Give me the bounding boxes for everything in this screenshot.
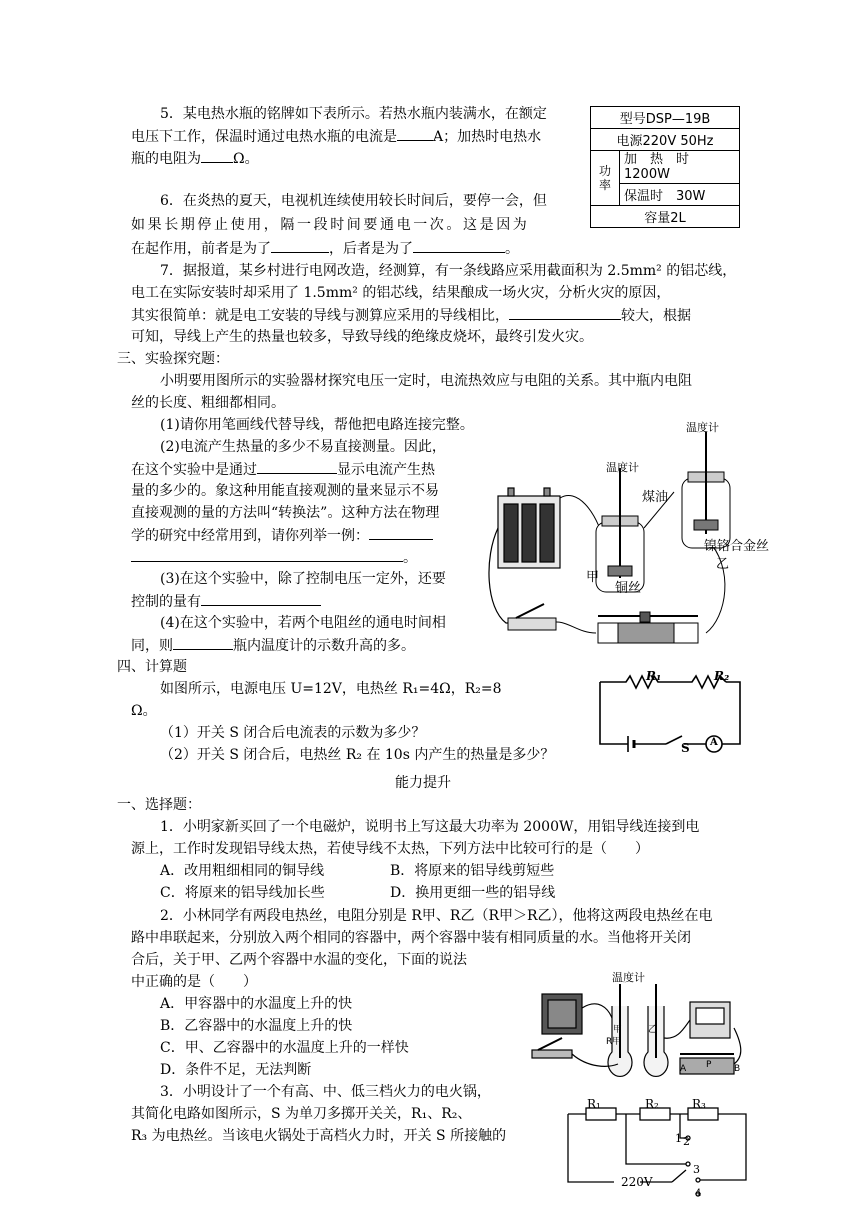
a-terminal-label: A (680, 1064, 687, 1074)
p-terminal-label: P (706, 1060, 712, 1070)
q5-line2 (131, 126, 541, 147)
section3-p3b-text: 控制的量有 (131, 594, 201, 610)
nameplate-power-supply: 电源220V 50Hz (591, 129, 740, 151)
contact-3-label: 3 (693, 1163, 700, 1176)
nameplate-heat-value: 1200W (624, 167, 670, 182)
answer-blank[interactable] (369, 525, 433, 540)
answer-blank[interactable] (509, 305, 621, 320)
section3-p2e-text: 学的研究中经常用到，请你列举一例： (131, 528, 369, 544)
q5-line3-text: 瓶的电阻为 (131, 151, 201, 167)
ability-q1-option-d[interactable]: D．换用更细一些的铝导线 (390, 885, 556, 901)
thermometer-label-left: 温度计 (606, 461, 639, 474)
q5-line2-text: 电压下工作，保温时通过电热水瓶的电流是 (131, 129, 397, 145)
q7-line3-text: 其实很简单：就是电工安装的导线与测算应采用的导线相比， (131, 308, 509, 324)
ability-q1-option-c[interactable]: C．将原来的铝导线加长些 (160, 885, 325, 901)
experiment-apparatus-figure (486, 418, 768, 654)
ability-q1-option-b[interactable]: B．将原来的铝导线剪短些 (390, 863, 555, 879)
nameplate-capacity: 容量2L (591, 206, 740, 228)
ability-q3-line3: R₃ 为电热丝。当该电火锅处于高档火力时，开关 S 所接触的 (131, 1128, 507, 1144)
q5-line3-unit: Ω。 (233, 151, 259, 167)
section3-heading: 三、实验探究题： (117, 351, 229, 367)
yi-label: 乙 (648, 1025, 658, 1035)
section4-intro1: 如图所示，电源电压 U=12V，电热丝 R₁=4Ω，R₂=8 (160, 681, 502, 697)
section3-p4b-text-b: 瓶内温度计的示数升高的多。 (233, 638, 415, 654)
bottle-yi-icon (682, 432, 730, 548)
nameplate-heat-label: 加 热 时 (624, 152, 690, 167)
section3-p3b (131, 591, 321, 612)
q7-line3-text-b: 较大，根据 (621, 308, 691, 324)
section3-p2e (131, 525, 433, 546)
section3-p4a: (4)在这个实验中，若两个电阻丝的通电时间相 (160, 615, 446, 631)
thermometer-label: 温度计 (612, 971, 645, 984)
answer-blank[interactable] (173, 635, 233, 650)
ability-q2-line1: 2．小林同学有两段电热丝，电阻分别是 R甲、R乙（R甲＞R乙），他将这两段电热丝在电 (160, 908, 713, 924)
ability-q2-option-a[interactable]: A．甲容器中的水温度上升的快 (160, 996, 353, 1012)
nameplate-heat (620, 151, 740, 184)
contact-4-label: 4 (695, 1188, 702, 1199)
section4-heading: 四、计算题 (117, 659, 187, 675)
ability-heading: 一、选择题： (117, 797, 201, 813)
thermometer-label-right: 温度计 (686, 421, 719, 434)
ability-q2-line2: 路中串联起来，分别放入两个相同的容器中，两个容器中装有相同质量的水。当他将开关闭 (131, 930, 691, 946)
nameplate-power-label: 功率 (591, 151, 620, 206)
ability-q2-line3: 合后，关于甲、乙两个容器中水温的变化，下面的说法 (131, 952, 467, 968)
section3-p4b-text: 同，则 (131, 638, 173, 654)
answer-blank[interactable] (201, 591, 321, 606)
answer-blank[interactable] (257, 459, 337, 474)
answer-blank[interactable] (131, 547, 403, 562)
ability-q1-line2: 源上，工作时发现铝导线太热，若使导线不太热，下列方法中比较可行的是（ ） (131, 841, 649, 857)
rheostat-icon (598, 612, 698, 643)
r3-label: R₃ (692, 1097, 706, 1111)
jia-label: 甲 (586, 570, 600, 585)
switch-icon (532, 1038, 572, 1058)
section4-q2: （2）开关 S 闭合后，电热丝 R₂ 在 10s 内产生的热量是多少？ (160, 747, 555, 763)
voltage-label: 220V (621, 1175, 653, 1189)
nichrome-label: 镍铬合金丝 (704, 539, 770, 554)
section3-p2c: 量的多少的。象这种用能直接观测的量来显示不易 (131, 483, 439, 499)
ability-q2-line4: 中正确的是（ ） (131, 974, 257, 990)
answer-blank[interactable] (201, 148, 233, 163)
nameplate-table (590, 106, 740, 228)
q6-line3-text: 在起作用，前者是为了 (131, 241, 271, 257)
r2-label: R₂ (645, 1097, 659, 1111)
section3-p4b (131, 635, 415, 656)
battery-icon (542, 994, 582, 1034)
knife-switch-icon (508, 604, 556, 630)
section3-p1: (1)请你用笔画线代替导线，帮他把电路连接完整。 (160, 417, 474, 433)
q7-line2: 电工在实际安装时却采用了 1.5mm² 的铝芯线，结果酿成一场火灾，分析火灾的原因， (131, 285, 671, 301)
b-terminal-label: B (734, 1064, 741, 1074)
ability-q3-line2: 其简化电路如图所示，S 为单刀多掷开关关，R₁、R₂、 (131, 1106, 472, 1122)
q6-line3-text-b: ，后者是为了 (329, 241, 413, 257)
battery-pack-icon (498, 488, 560, 568)
ammeter-label: A (710, 737, 718, 748)
ability-q3-line1: 3．小明设计了一个有高、中、低三档火力的电火锅， (160, 1084, 491, 1100)
ability-q2-option-b[interactable]: B．乙容器中的水温度上升的快 (160, 1018, 353, 1034)
section3-p2b-text-b: 显示电流产生热 (337, 462, 435, 478)
section3-p3a: (3)在这个实验中，除了控制电压一定外，还要 (160, 571, 446, 587)
section3-intro1: 小明要用图所示的实验器材探究电压一定时，电流热效应与电阻的关系。其中瓶内电阻 (160, 373, 692, 389)
q6-line3-end: 。 (505, 241, 519, 257)
nameplate-keep-warm: 保温时 30W (620, 184, 740, 206)
bottle-jia-icon (596, 468, 644, 592)
kerosene-label: 煤油 (642, 490, 669, 505)
switch-s-label: S (681, 741, 690, 755)
q6-line1: 6．在炎热的夏天，电视机连续使用较长时间后，要停一会，但 (160, 193, 547, 209)
nameplate-model: 型号DSP—19B (591, 107, 740, 129)
section3-p2b (131, 459, 435, 480)
q7-line3 (131, 305, 691, 326)
copper-label: 铜丝 (615, 581, 642, 596)
ability-q1-line1: 1．小明家新买回了一个电磁炉，说明书上写这最大功率为 2000W，用铝导线连接到电 (160, 819, 700, 835)
contact-1-label: 1 (675, 1132, 682, 1145)
jia-label: 甲 (613, 1025, 623, 1035)
section3-p2f-end: 。 (403, 550, 417, 566)
yi-label: 乙 (716, 557, 730, 572)
section3-intro2: 丝的长度、粗细都相同。 (131, 395, 285, 411)
q5-line3 (131, 148, 259, 169)
q6-line3 (131, 238, 519, 259)
q6-line2: 如果长期停止使用，隔一段时间要通电一次。这是因为 (131, 217, 530, 233)
ability-q2-option-d[interactable]: D．条件不足，无法判断 (160, 1062, 312, 1078)
section4-q1: （1）开关 S 闭合后电流表的示数为多少？ (160, 725, 426, 741)
q5-line1: 5．某电热水瓶的铭牌如下表所示。若热水瓶内装满水，在额定 (160, 106, 547, 122)
voltmeter-icon (690, 1002, 730, 1038)
q7-line1: 7．据报道，某乡村进行电网改造，经测算，有一条线路应采用截面积为 2.5mm² 的铝芯线， (160, 263, 737, 279)
ability-q1-option-a[interactable]: A．改用粗细相同的铜导线 (160, 863, 325, 879)
section3-p2b-text: 在这个实验中是通过 (131, 462, 257, 478)
r1-label: R₁ (646, 669, 662, 683)
section3-p2f (131, 547, 417, 568)
section3-p2a: (2)电流产生热量的多少不易直接测量。因此， (160, 439, 446, 455)
ability-title: 能力提升 (395, 775, 451, 791)
contact-2-label: 2 (683, 1135, 690, 1148)
r2-label: R₂ (714, 669, 730, 683)
answer-blank[interactable] (413, 238, 505, 253)
ability-q2-option-c[interactable]: C．甲、乙容器中的水温度上升的一样快 (160, 1040, 409, 1056)
section3-p2d: 直接观测的量的方法叫“转换法”。这种方法在物理 (131, 505, 440, 521)
q5-line2-text-b: A；加热时电热水 (433, 129, 542, 145)
r-jia-label: R甲 (606, 1037, 622, 1047)
q7-line4: 可知，导线上产生的热量也较多，导致导线的绝缘皮烧坏，最终引发火灾。 (131, 329, 593, 345)
answer-blank[interactable] (397, 126, 433, 141)
answer-blank[interactable] (271, 238, 329, 253)
r1-label: R₁ (587, 1097, 601, 1111)
section4-intro2: Ω。 (131, 703, 157, 719)
